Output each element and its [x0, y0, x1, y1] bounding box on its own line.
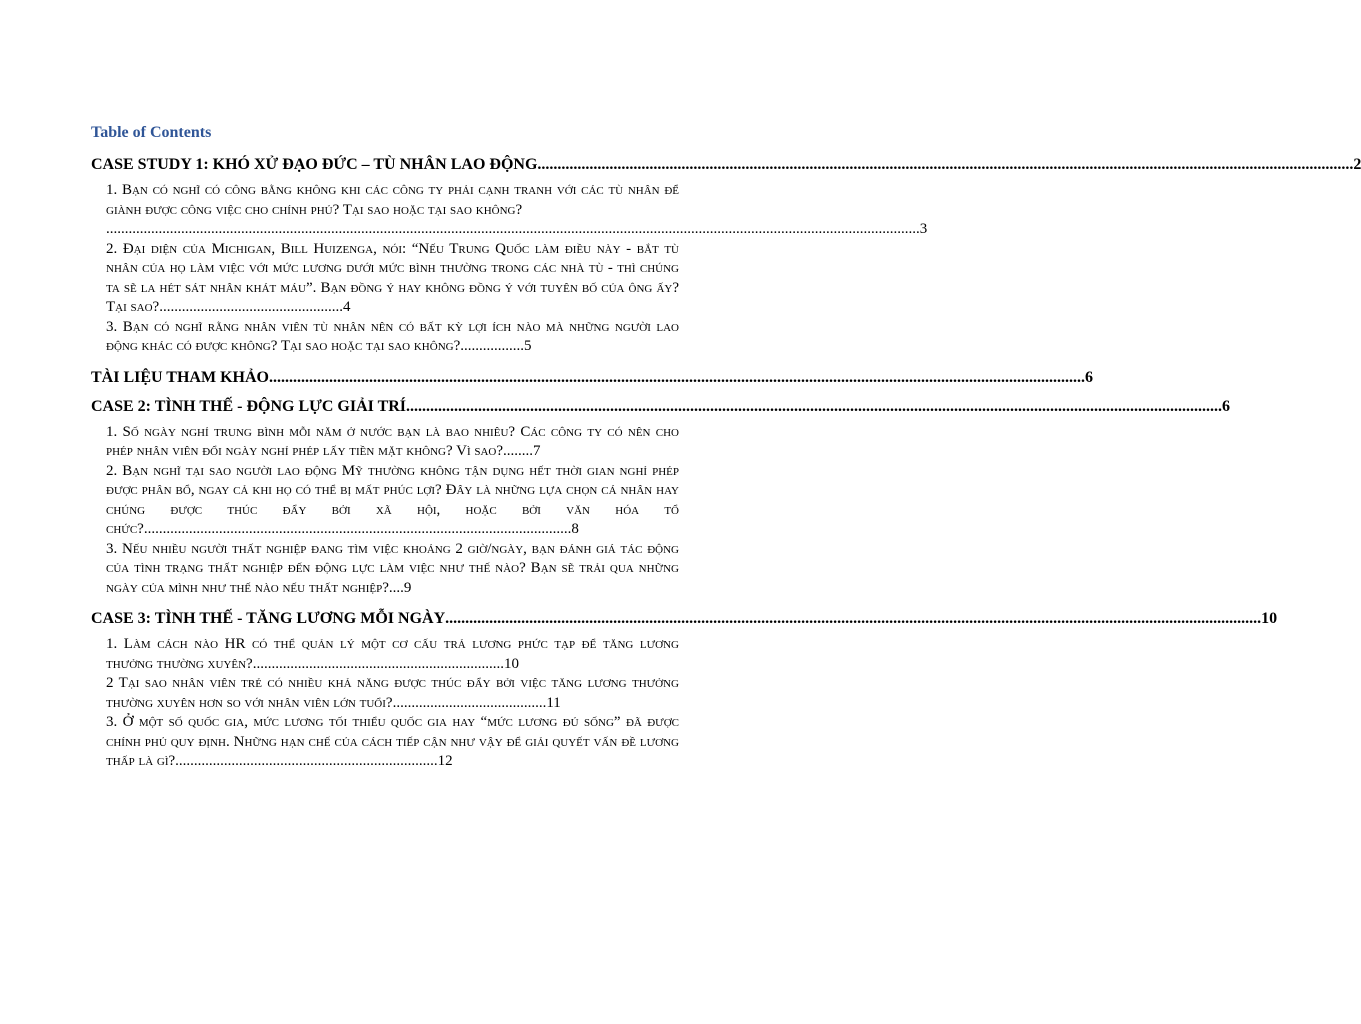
dot-leader: ....	[388, 579, 404, 596]
toc-section-title: CASE STUDY 1: KHÓ XỬ ĐẠO ĐỨC – TÙ NHÂN LAO ĐỘNG	[91, 156, 538, 173]
toc-item-text: 2. Đại diện của Michigan, Bill Huizenga, nói: “Nếu Trung Quốc làm điều này - bắt tù nhân của họ làm việc với mức lương dưới mức bình thường trong các nhà tù - thì chúng ta sẽ la hét sát nhân khát máu”. Bạn đồng ý hay không đồng ý với tuyên bố của ông ấy? Tại sao?	[106, 240, 679, 315]
dot-leader: ........	[503, 443, 534, 459]
toc-section-1[interactable]	[91, 152, 1361, 178]
dot-leader: .........................................	[392, 694, 547, 711]
toc-section-2[interactable]	[91, 365, 1093, 391]
toc-item-text: 3. Ở một số quốc gia, mức lương tối thiểu quốc gia hay “mức lương đủ sống” đã được chính phủ quy định. Những hạn chế của cách tiếp cận như vậy để giải quyết vấn đề lương thấp là gì?	[106, 714, 679, 769]
toc-heading: Table of Contents	[91, 124, 212, 141]
toc-item-1-1[interactable]	[106, 181, 928, 240]
toc-item-text: 2 Tại sao nhân viên trẻ có nhiều khả năng được thúc đẩy bởi việc tăng lương thưởng thường xuyên hơn so với nhân viên lớn tuổi?	[106, 675, 679, 711]
dot-leader: .................................................	[159, 299, 343, 315]
toc-page-number: 5	[524, 338, 532, 354]
toc-page-number: 6	[1084, 368, 1093, 386]
toc-item-text: 1. Số ngày nghỉ trung bình mỗi năm ở nước bạn là bao nhiêu? Các công ty có nên cho phép nhân viên đổi ngày nghỉ phép lấy tiền mặt không? Vì sao?	[106, 423, 679, 459]
toc-section-title: CASE 3: TÌNH THẾ - TĂNG LƯƠNG MỖI NGÀY	[91, 610, 446, 627]
dot-leader: ..................................................................................................................	[143, 521, 572, 537]
dot-leader: .........................................................................................................................................................................................................................	[106, 221, 920, 237]
toc-item-2-3[interactable]	[106, 540, 679, 599]
toc-page-number: 10	[1261, 610, 1278, 627]
toc-item-text: 2. Bạn nghĩ tại sao người lao động Mỹ thường không tận dụng hết thời gian nghỉ phép được phân bổ, ngay cả khi họ có thể bị mất phúc lợi? Đây là những lựa chọn cá nhân hay chúng được thúc đẩy bởi xã hội, hoặc bởi văn hóa tổ chức?	[106, 462, 679, 537]
toc-item-text: 3. Bạn có nghĩ rằng nhân viên tù nhân nên có bất kỳ lợi ích nào mà những người lao động khác có được không? Tại sao hoặc tại sao không?	[106, 318, 679, 354]
toc-item-3-3[interactable]	[106, 713, 679, 772]
dot-leader: .................	[460, 338, 524, 354]
toc-item-text: 3. Nếu nhiều người thất nghiệp đang tìm việc khoảng 2 giờ/ngày, bạn đánh giá tác động của tình trạng thất nghiệp đến động lực làm việc như thế nào? Bạn sẽ trải qua những ngày của mình như thế nào nếu thất nghiệp?	[106, 540, 679, 596]
toc-section-title: CASE 2: TÌNH THẾ - ĐỘNG LỰC GIẢI TRÍ	[91, 397, 407, 415]
dot-leader	[537, 152, 1353, 178]
toc-item-2-1[interactable]	[106, 423, 679, 462]
toc-item-3-2[interactable]	[106, 674, 679, 713]
toc-section-title: TÀI LIỆU THAM KHẢO	[91, 368, 269, 386]
toc-section-3[interactable]	[91, 394, 1231, 420]
dot-leader: ......................................................................	[175, 753, 438, 769]
toc-item-text: 1. Bạn có nghĩ có công bằng không khi các công ty phải cạnh tranh với các tù nhân để giành được công việc cho chính phủ? Tại sao hoặc tại sao không?	[106, 182, 679, 218]
toc-page-number: 7	[533, 443, 541, 459]
toc-section-4[interactable]	[91, 606, 1278, 632]
toc-page-number: 6	[1222, 397, 1231, 415]
toc-page-number: 4	[342, 299, 351, 315]
toc-item-text: 1. Làm cách nào HR có thể quản lý một cơ cấu trả lương phức tạp để tăng lương thưởng thường xuyên?	[106, 636, 679, 672]
toc-page-number: 8	[571, 521, 579, 537]
toc-page-number: 12	[437, 753, 453, 769]
toc-item-1-2[interactable]	[106, 240, 679, 318]
toc-page-number: 11	[546, 694, 561, 711]
dot-leader	[445, 606, 1261, 632]
table-of-contents	[91, 150, 1361, 772]
toc-item-3-1[interactable]	[106, 635, 679, 674]
toc-page-number: 9	[403, 579, 412, 596]
dot-leader: ...................................................................	[252, 655, 504, 672]
toc-page-number: 2	[1353, 156, 1361, 173]
dot-leader	[406, 394, 1222, 420]
dot-leader	[269, 365, 1085, 391]
toc-item-1-3[interactable]	[106, 318, 679, 357]
toc-item-2-2[interactable]	[106, 462, 679, 540]
toc-page-number: 10	[503, 655, 519, 672]
toc-page-number: 3	[919, 221, 928, 237]
